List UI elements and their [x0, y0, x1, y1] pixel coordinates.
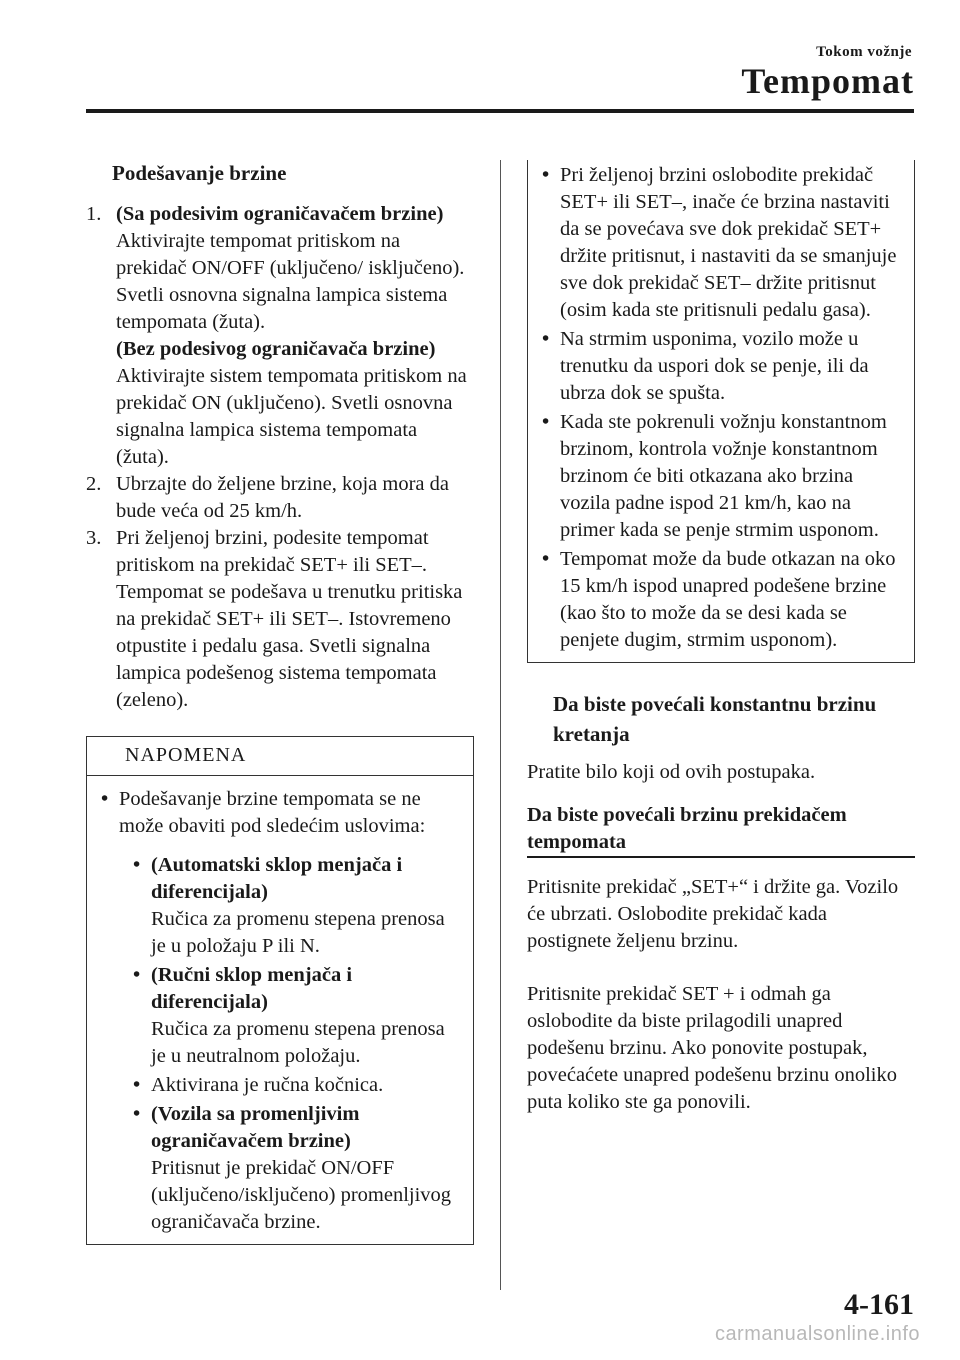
note-sub-text: Ručica za promenu stepena prenosa je u položaju P ili N.: [151, 908, 445, 957]
bullet-glyph: •: [542, 164, 550, 186]
step-1-text-b: Aktivirajte sistem tempomata pritiskom na prekidač ON (uključeno). Svetli osnovna signalna lampica sistema tempomata (žuta).: [116, 365, 467, 468]
header-rule: [86, 109, 914, 113]
note-sub-bullet: [133, 1101, 457, 1236]
box-bullet: [542, 409, 900, 544]
increase-speed-intro: Pratite bilo koji od ovih postupaka.: [527, 761, 816, 783]
note-sub-text: Aktivirana je ručna kočnica.: [151, 1074, 384, 1096]
box-bullet: [542, 162, 900, 324]
switch-method-para-1: Pritisnite prekidač „SET+“ i držite ga. Vozilo će ubrzati. Oslobodite prekidač kada postignete željenu brzinu.: [527, 876, 899, 952]
step-1-text-a: Aktivirajte tempomat pritiskom na prekidač ON/OFF (uključeno/ isključeno). Svetli osnovna signalna lampica sistema tempomata (žuta).: [116, 230, 465, 333]
switch-method-heading: Da biste povećali brzinu prekidačem tempomata: [527, 802, 915, 858]
note-box: [86, 736, 474, 1245]
bullet-glyph: •: [542, 548, 550, 570]
header-title: Tempomat: [741, 61, 914, 101]
speed-setting-heading: Podešavanje brzine: [112, 161, 287, 185]
increase-speed-heading: Da biste povećali konstantnu brzinu kretanja: [553, 692, 877, 746]
box-bullet: [542, 326, 900, 407]
note-continued-box: [527, 160, 915, 663]
step-number: 1.: [86, 203, 102, 225]
bullet-glyph: •: [133, 964, 141, 986]
bullet-glyph: •: [133, 1103, 141, 1125]
bullet-glyph: •: [133, 1074, 141, 1096]
step-3: [86, 525, 474, 714]
step-1-variant-a: (Sa podesivim ograničavačem brzine): [116, 203, 444, 225]
note-sub-bullet: [133, 852, 457, 960]
note-sub-text: Ručica za promenu stepena prenosa je u neutralnom položaju.: [151, 1018, 445, 1067]
switch-method-para-2: Pritisnite prekidač SET + i odmah ga oslobodite da biste prilagodili unapred podešenu brzinu. Ako ponovite postupak, povećaćete unapred podešenu brzinu onoliko puta koliko ste ga ponovili.: [527, 983, 898, 1113]
note-sub-bullet: [133, 962, 457, 1070]
note-intro: Podešavanje brzine tempomata se ne može obaviti pod sledećim uslovima:: [119, 788, 426, 837]
note-bullet: [101, 786, 457, 1238]
step-1: [86, 201, 474, 471]
step-number: 2.: [86, 473, 102, 495]
bullet-glyph: •: [101, 788, 109, 810]
page-number: 4-161: [844, 1288, 914, 1321]
box-bullet-text: Tempomat može da bude otkazan na oko 15 km/h ispod unapred podešene brzine (kao što to može da se desi kada se penjete dugim, strmim usponom).: [560, 548, 896, 651]
watermark: carmanualsonline.info: [714, 1323, 920, 1345]
right-column: [527, 160, 915, 1128]
column-divider: [500, 160, 501, 1290]
step-number: 3.: [86, 527, 102, 549]
step-1-variant-b: (Bez podesivog ograničavača brzine): [116, 338, 436, 360]
note-title: NAPOMENA: [87, 737, 473, 776]
box-bullet-text: Pri željenoj brzini oslobodite prekidač SET+ ili SET–, inače će brzina nastaviti da se povećava sve dok prekidač SET+ držite pritisnut, i nastaviti da se smanjuje sve dok prekidač SET– držite pritisnut (osim kada ste pritisnuli pedalu gasa).: [560, 164, 897, 321]
step-2-text: Ubrzajte do željene brzine, koja mora da bude veća od 25 km/h.: [116, 473, 449, 522]
left-column: [86, 160, 474, 1245]
step-2: [86, 471, 474, 525]
box-bullet-text: Na strmim usponima, vozilo može u trenutku da uspori dok se penje, ili da ubrza dok se spušta.: [560, 328, 869, 404]
note-sub-text: Pritisnut je prekidač ON/OFF (uključeno/isključeno) promenljivog ograničavača brzine.: [151, 1157, 452, 1233]
bullet-glyph: •: [133, 854, 141, 876]
note-sub-head: (Automatski sklop menjača i diferencijala): [151, 854, 403, 903]
box-bullet-text: Kada ste pokrenuli vožnju konstantnom brzinom, kontrola vožnje konstantnom brzinom će biti otkazana ako brzina vozila padne ispod 21 km/h, kao na primer kada se penje strmim usponom.: [560, 411, 887, 541]
note-sub-head: (Vozila sa promenljivim ograničavačem brzine): [151, 1103, 360, 1152]
step-3-text: Pri željenoj brzini, podesite tempomat pritiskom na prekidač SET+ ili SET–. Tempomat se podešava u trenutku pritiska na prekidač SET+ ili SET–. Istovremeno otpustite i pedalu gasa. Svetli signalna lampica podešenog sistema tempomata (zeleno).: [116, 527, 463, 711]
note-sub-head: (Ručni sklop menjača i diferencijala): [151, 964, 353, 1013]
box-bullet: [542, 546, 900, 654]
note-sub-bullet: [133, 1072, 457, 1099]
bullet-glyph: •: [542, 411, 550, 433]
bullet-glyph: •: [542, 328, 550, 350]
header-section: Tokom vožnje: [816, 44, 912, 60]
